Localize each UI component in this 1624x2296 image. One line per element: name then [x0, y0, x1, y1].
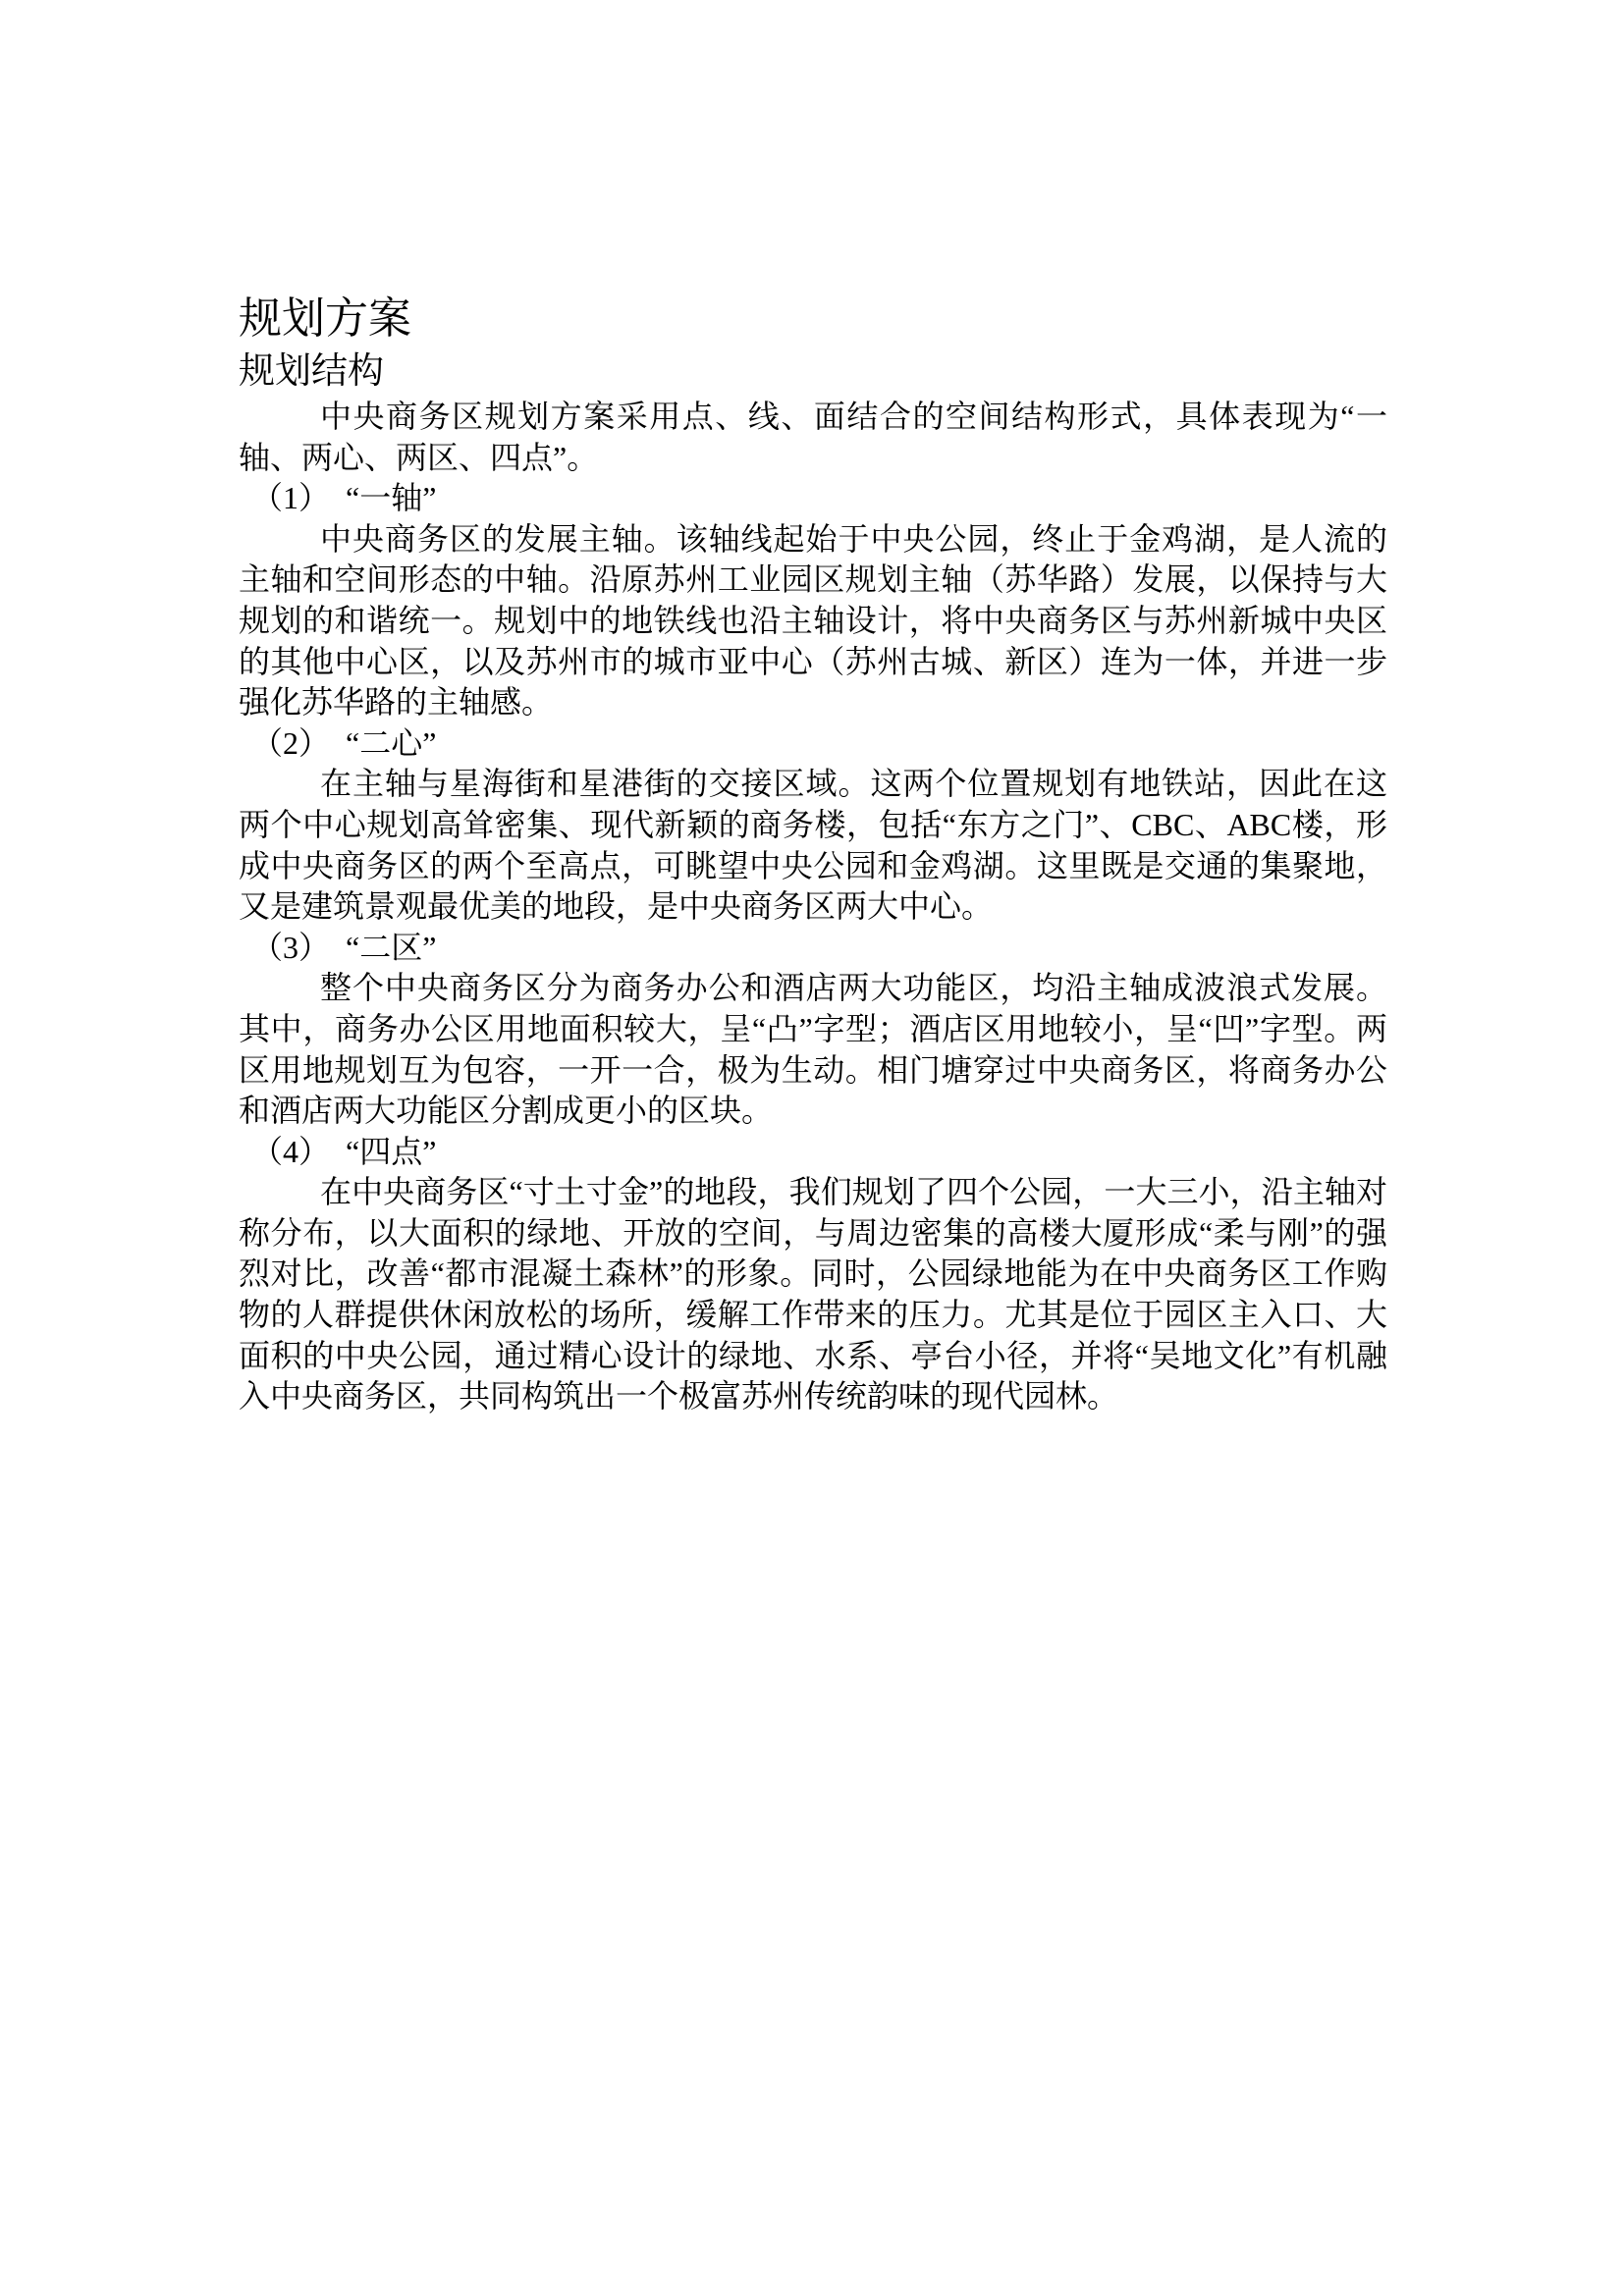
- paragraph-four-points: 在中央商务区“寸土寸金”的地段，我们规划了四个公园，一大三小，沿主轴对称分布，以大面积的绿地、开放的空间，与周边密集的高楼大厦形成“柔与刚”的强烈对比，改善“都市混凝土森林”的形象。同时，公园绿地能为在中央商务区工作购物的人群提供休闲放松的场所，缓解工作带来的压力。尤其是位于园区主入口、大面积的中央公园，通过精心设计的绿地、水系、亭台小径，并将“吴地文化”有机融入中央商务区，共同构筑出一个极富苏州传统韵味的现代园林。: [239, 1174, 1387, 1415]
- list-item-2-heading: （2） “二心”: [251, 724, 437, 761]
- list-item-1-heading: （1） “一轴”: [251, 480, 437, 516]
- paragraph-two-centers: 在主轴与星海街和星港街的交接区域。这两个位置规划有地铁站，因此在这两个中心规划高耸密集、现代新颖的商务楼，包括“东方之门”、CBC、ABC楼，形成中央商务区的两个至高点，可眺望中央公园和金鸡湖。这里既是交通的集聚地，又是建筑景观最优美的地段，是中央商务区两大中心。: [239, 766, 1387, 925]
- paragraph-two-districts: 整个中央商务区分为商务办公和酒店两大功能区，均沿主轴成波浪式发展。其中，商务办公区用地面积较大，呈“凸”字型；酒店区用地较小，呈“凹”字型。两区用地规划互为包容，一开一合，极为生动。相门塘穿过中央商务区，将商务办公和酒店两大功能区分割成更小的区块。: [239, 970, 1387, 1129]
- section-heading: 规划结构: [239, 351, 384, 392]
- paragraph-one-axis: 中央商务区的发展主轴。该轴线起始于中央公园，终止于金鸡湖，是人流的主轴和空间形态的中轴。沿原苏州工业园区规划主轴（苏华路）发展，以保持与大规划的和谐统一。规划中的地铁线也沿主轴设计，将中央商务区与苏州新城中央区的其他中心区，以及苏州市的城市亚中心（苏州古城、新区）连为一体，并进一步强化苏华路的主轴感。: [239, 520, 1387, 721]
- paragraph-overview: 中央商务区规划方案采用点、线、面结合的空间结构形式，具体表现为“一轴、两心、两区、四点”。: [239, 399, 1387, 475]
- list-item-4-heading: （4） “四点”: [251, 1133, 437, 1169]
- document-content: [239, 291, 1387, 1417]
- page-title: 规划方案: [239, 294, 411, 343]
- list-item-3-heading: （3） “二区”: [251, 929, 437, 965]
